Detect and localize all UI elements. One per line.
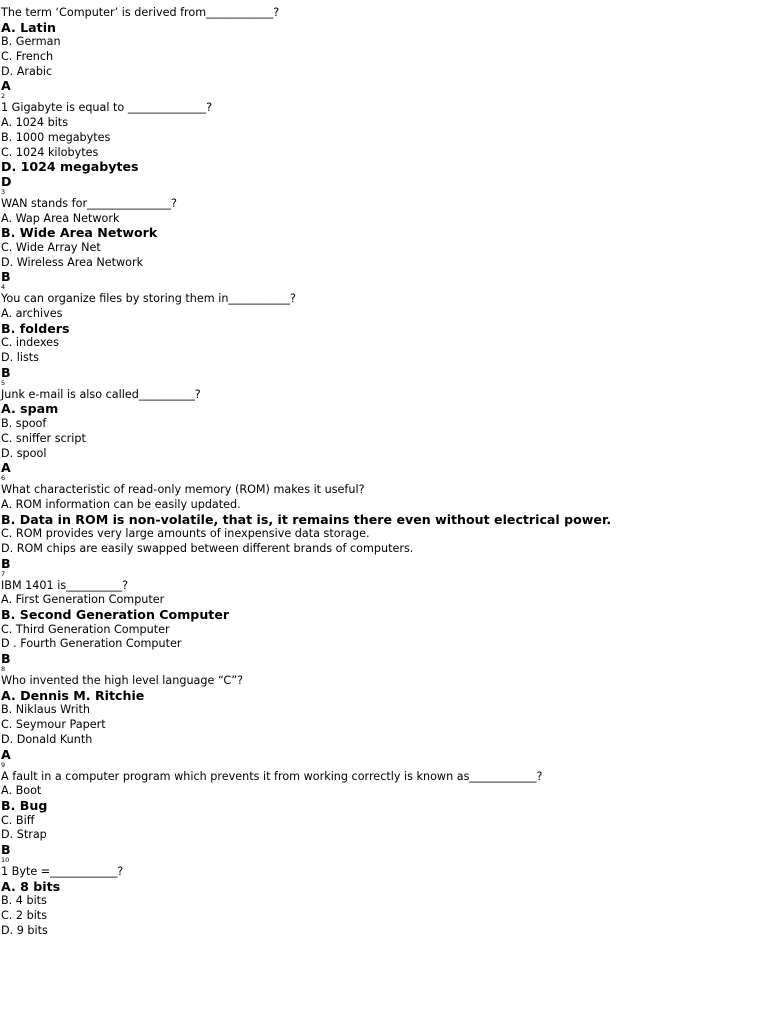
question-number: 9 [1, 760, 6, 769]
answer-option: C. Biff [1, 813, 35, 827]
correct-option: D. 1024 megabytes [1, 159, 139, 175]
correct-option: B. Bug [1, 797, 48, 813]
answer-key: B [1, 269, 11, 285]
answer-option: B. Niklaus Writh [1, 703, 90, 717]
answer-key: A [1, 746, 11, 762]
question-block [1, 188, 767, 283]
answer-option: B. 4 bits [1, 894, 47, 908]
question-block [1, 379, 767, 474]
question-number: 7 [1, 569, 6, 578]
answer-option: D. Donald Kunth [1, 732, 93, 746]
answer-option: D. spool [1, 446, 47, 460]
question-text: You can organize files by storing them in___________? [1, 292, 296, 306]
question-block [1, 92, 767, 187]
answer-key: A [1, 78, 11, 94]
answer-option: B. 1000 megabytes [1, 130, 111, 144]
correct-option: B. Data in ROM is non-volatile, that is, it remains there even without electrical power. [1, 511, 612, 527]
answer-option: D. ROM chips are easily swapped between different brands of computers. [1, 541, 414, 555]
correct-option: A. Latin [1, 19, 56, 35]
answer-key: B [1, 364, 11, 380]
question-number: 8 [1, 665, 6, 674]
answer-option: C. French [1, 50, 54, 64]
correct-option: B. folders [1, 320, 70, 336]
question-block [1, 6, 767, 92]
correct-option: A. Dennis M. Ritchie [1, 687, 145, 703]
question-text: WAN stands for_______________? [1, 196, 177, 210]
question-block [1, 761, 767, 856]
answer-key: B [1, 841, 11, 857]
answer-key: A [1, 460, 11, 476]
answer-option: D. Wireless Area Network [1, 255, 144, 269]
answer-option: D. Arabic [1, 64, 53, 78]
answer-option: A. Wap Area Network [1, 211, 120, 225]
question-number: 4 [1, 283, 6, 292]
question-number: 10 [1, 855, 10, 864]
question-number: 6 [1, 474, 6, 483]
answer-key: B [1, 555, 11, 571]
question-text: The term ‘Computer’ is derived from____________? [1, 6, 280, 19]
answer-key: D [1, 173, 12, 189]
question-text: What characteristic of read-only memory (ROM) makes it useful? [1, 483, 365, 497]
question-text: IBM 1401 is__________? [1, 578, 129, 592]
answer-option: C. Seymour Papert [1, 718, 106, 732]
correct-option: A. spam [1, 401, 59, 417]
answer-option: C. Wide Array Net [1, 240, 101, 254]
answer-option: A. 1024 bits [1, 116, 69, 130]
answer-option: D. 9 bits [1, 923, 48, 937]
answer-option: A. archives [1, 307, 63, 320]
answer-option: C. indexes [1, 336, 59, 350]
question-block [1, 856, 767, 938]
answer-option: C. 2 bits [1, 909, 48, 922]
answer-option: C. 1024 kilobytes [1, 145, 99, 159]
answer-option: A. Boot [1, 784, 42, 798]
answer-option: A. First Generation Computer [1, 593, 165, 607]
question-number: 5 [1, 378, 6, 387]
quiz-document [1, 6, 767, 938]
answer-option: D. lists [1, 351, 39, 365]
correct-option: B. Wide Area Network [1, 225, 158, 241]
answer-key: B [1, 651, 11, 667]
question-text: Who invented the high level language “C”? [1, 674, 244, 688]
question-number: 3 [1, 187, 6, 196]
question-text: 1 Byte =____________? [1, 864, 124, 878]
answer-option: D. Strap [1, 828, 47, 842]
correct-option: B. Second Generation Computer [1, 607, 230, 622]
question-block [1, 283, 767, 378]
answer-option: D . Fourth Generation Computer [1, 637, 182, 651]
answer-option: C. Third Generation Computer [1, 622, 170, 636]
answer-option: B. German [1, 35, 61, 49]
answer-option: C. sniffer script [1, 431, 86, 445]
question-block [1, 474, 767, 569]
answer-option: A. ROM information can be easily updated. [1, 497, 241, 511]
question-block [1, 570, 767, 665]
answer-option: C. ROM provides very large amounts of inexpensive data storage. [1, 527, 370, 541]
correct-option: A. 8 bits [1, 878, 61, 894]
question-block [1, 665, 767, 760]
answer-option: B. spoof [1, 417, 47, 431]
question-text: A fault in a computer program which prevents it from working correctly is known as____________? [1, 769, 543, 783]
question-text: Junk e-mail is also called__________? [1, 387, 201, 401]
question-text: 1 Gigabyte is equal to ______________? [1, 101, 213, 115]
question-number: 2 [1, 92, 6, 101]
